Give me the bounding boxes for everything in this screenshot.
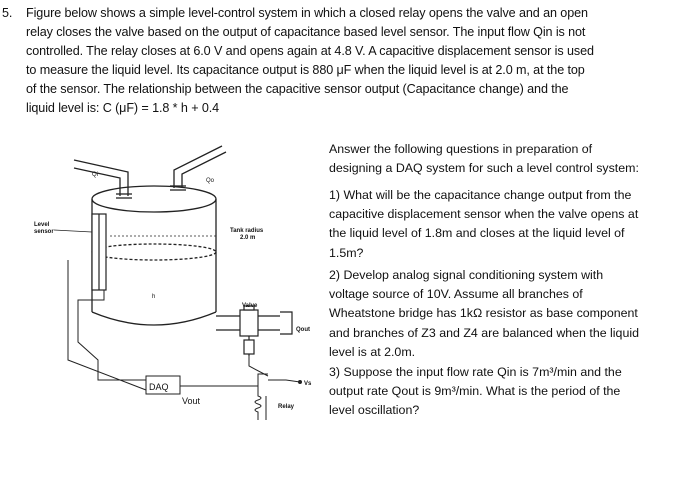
level-sensor-label-1: Level [34,222,50,228]
problem-line-3: controlled. The relay closes at 6.0 V and opens again at 4.8 V. A capacitive displacement sensor is used [26,44,594,58]
problem-line-1: Figure below shows a simple level-control system in which a closed relay opens the valve and an open [26,6,588,20]
q1-line-3: the liquid level of 1.8m and closes at the liquid level of [329,226,625,241]
output-pipe-top [170,146,226,190]
qi-label: Qi [92,172,98,178]
questions-intro [329,140,674,178]
sensor-wires [68,260,146,390]
vout-label: Vout [182,396,201,406]
problem-line-5: of the sensor. The relationship between the capacitive sensor output (Capacitance change) and the [26,82,569,96]
intro-line-2: designing a DAQ system for such a level control system: [329,161,639,176]
q2-line-3: Wheatstone bridge has 1kΩ resistor as base component [329,306,638,321]
q3-line-2: output rate Qout is 9m³/min. What is the period of the [329,384,621,399]
relay [249,356,302,420]
valve-label: Valve [242,303,258,309]
level-sensor [92,214,106,290]
relay-label: Relay [278,404,295,410]
q3-line-1: 3) Suppose the input flow rate Qin is 7m³/min and the [329,365,622,379]
q3-line-3: level oscillation? [329,403,420,418]
q2-line-4: and branches of Z3 and Z4 are balanced when the liquid [329,325,639,340]
q1-line-2: capacitive displacement sensor when the valve opens at [329,207,639,222]
input-pipe [74,160,132,198]
tank-radius-label-2: 2.0 m [240,235,256,241]
output-pipe-bottom [216,306,292,356]
tank [92,186,216,325]
q1-line-1: 1) What will be the capacitance change output from the [329,188,632,202]
q1-line-4: 1.5m? [329,245,364,260]
level-sensor-label-2: sensor [34,229,54,235]
question-2 [329,266,674,362]
problem-line-6: liquid level is: C (μF) = 1.8 * h + 0.4 [26,101,220,115]
problem-line-2: relay closes the valve based on the output of capacitance based level sensor. The input flow Qin is not [26,25,586,39]
q2-line-2: voltage source of 10V. Assume all branches of [329,287,583,302]
h-label: h [152,294,156,300]
daq-label: DAQ [149,382,169,392]
intro-line-1: Answer the following questions in preparation of [329,142,593,156]
level-sensor-pointer [54,230,92,232]
problem-statement [2,4,686,118]
vs-label: Vs [304,381,312,387]
problem-number: 5. [2,6,13,20]
tank-radius-label-1: Tank radius [230,228,264,234]
q2-line-5: level is at 2.0m. [329,344,416,359]
q2-line-1: 2) Develop analog signal conditioning system with [329,268,604,282]
qo-top-label: Qo [206,178,215,184]
question-3 [329,363,674,421]
question-1 [329,186,674,263]
qout-label: Qout [296,327,310,333]
level-control-diagram [0,140,330,477]
problem-line-4: to measure the liquid level. Its capacitance output is 880 μF when the liquid level is at 2.0 m, at the top [26,63,585,77]
